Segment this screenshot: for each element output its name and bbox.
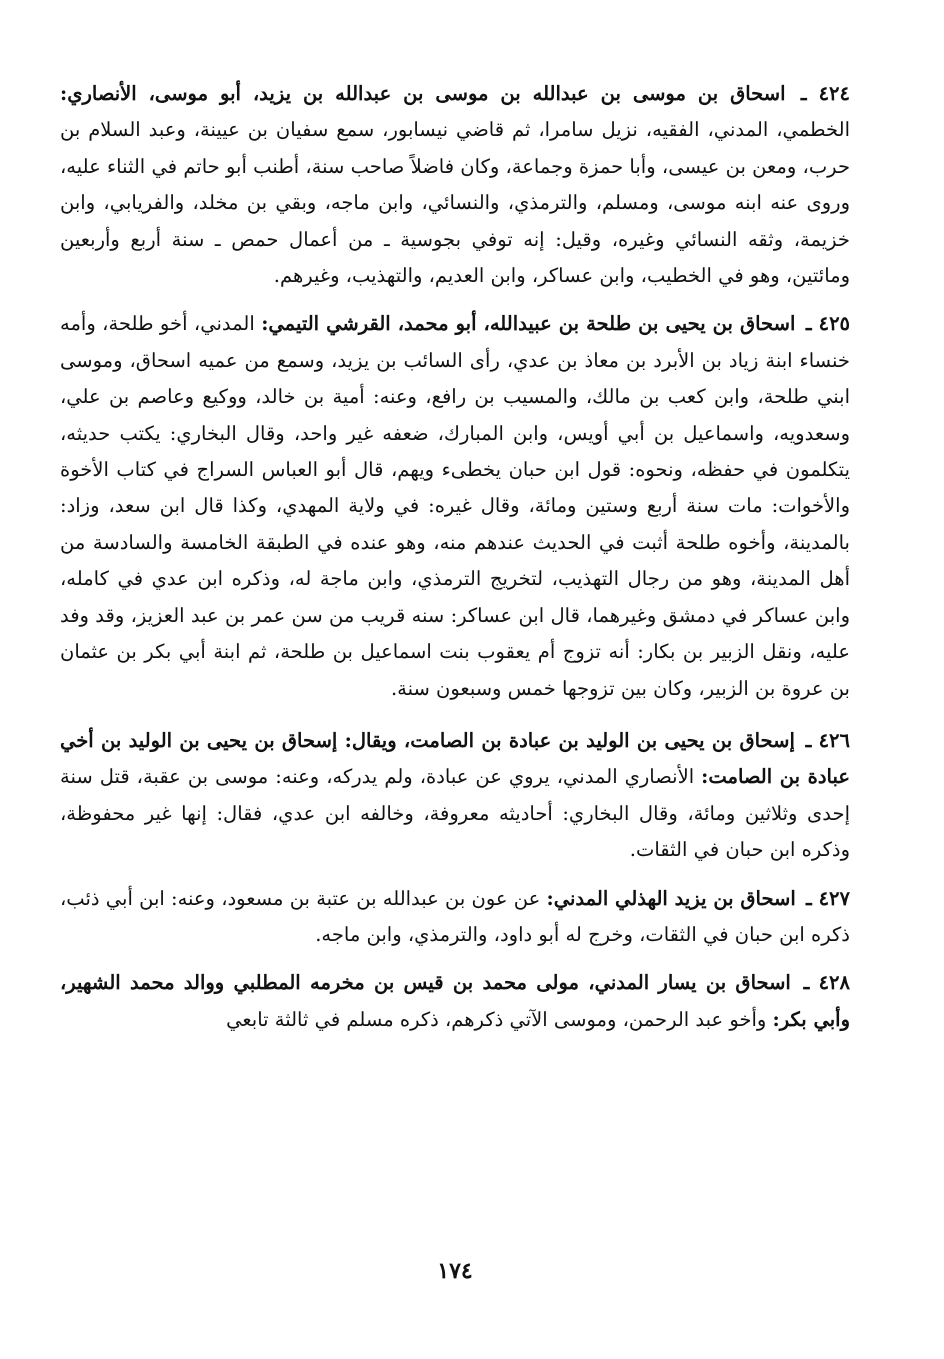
page-number: ١٧٤ (437, 1258, 473, 1284)
entry-number: ٤٢٦ ـ (805, 728, 850, 752)
entry-body: الخطمي، المدني، الفقيه، نزيل سامرا، ثم قاضي نيسابور، سمع سفيان بن عيينة، وعبد السلام بن حرب، ومعن بن عيسى، وأبا حمزة وجماعة، وكان فاضلاً صاحب سنة، أطنب أبو حاتم في الثناء عليه، وروى عنه ابنه موسى، ومسلم، والترمذي، والنسائي، وابن ماجه، وبقي بن مخلد، والفريابي، وابن خزيمة، وثقه النسائي وغيره، وقيل: إنه توفي بجوسية ـ من أعمال حمص ـ سنة أربع وأربعين ومائتين، وهو في الخطيب، وابن عساكر، وابن العديم، والتهذيب، وغيرهم. (60, 118, 850, 288)
entry-body: المدني، أخو طلحة، وأمه خنساء ابنة زياد بن الأبرد بن معاذ بن عدي، رأى السائب بن يزيد، وسمع من عميه اسحاق، وموسى ابني طلحة، وابن كعب بن مالك، والمسيب بن رافع، وعنه: أمية بن خالد، ووكيع وعاصم بن علي، وسعدويه، واسماعيل بن أبي أويس، وابن المبارك، ضعفه غير واحد، وقال البخاري: يكتب حديثه، يتكلمون في حفظه، ونحوه: قول ابن حبان يخطىء ويهم، قال أبو العباس السراج في كتاب الأخوة والأخوات: مات سنة أربع وستين ومائة، وقال غيره: في ولاية المهدي، وكذا قال ابن سعد، وزاد: بالمدينة، وأخوه طلحة أثبت في الحديث عندهم منه، وهو عنده في الطبقة الخامسة والسادسة من أهل المدينة، وهو من رجال التهذيب، لتخريج الترمذي، وابن ماجة له، وذكره ابن عدي في كامله، وابن عساكر في دمشق وغيرهما، قال ابن عساكر: سنه قريب من سن عمر بن عبد العزيز، وقد وفد عليه، ونقل الزبير بن بكار: أنه تزوج أم يعقوب بنت اسماعيل بن طلحة، ثم ابنة أبي بكر بن عثمان بن عروة بن الزبير، وكان بين تزوجها خمس وسبعون سنة. (60, 312, 850, 700)
entry-428 (60, 965, 850, 1038)
entry-heading: إسحاق بن يحيى بن الوليد بن عبادة بن الصامت، ويقال: إسحاق بن يحيى بن الوليد بن أخي عبادة بن الصامت: (60, 728, 851, 789)
entry-424 (60, 76, 850, 294)
entry-body: عن عون بن عبدالله بن عتبة بن مسعود، وعنه: ابن أبي ذئب، ذكره ابن حبان في الثقات، وخرج له أبو داود، والترمذي، وابن ماجه. (60, 886, 850, 946)
entry-body: وأخو عبد الرحمن، وموسى الآتي ذكرهم، ذكره مسلم في ثالثة تابعي (226, 1007, 767, 1031)
entry-426 (60, 723, 850, 869)
entry-427 (60, 881, 850, 954)
entry-heading: اسحاق بن يزيد الهذلي المدني: (546, 886, 796, 910)
entry-number: ٤٢٤ ـ (800, 82, 850, 105)
entry-heading: اسحاق بن يحيى بن طلحة بن عبيدالله، أبو محمد، القرشي التيمي: (261, 312, 796, 336)
document-page (60, 60, 850, 1340)
entry-body: الأنصاري المدني، يروي عن عبادة، ولم يدركه، وعنه: موسى بن عقبة، قتل سنة إحدى وثلاثين ومائة، وقال البخاري: أحاديثه معروفة، وخالفه ابن عدي، فقال: إنها غير محفوظة، وذكره ابن حبان في الثقات. (60, 765, 850, 862)
entry-heading: اسحاق بن موسى بن عبدالله بن موسى بن عبدالله بن يزيد، أبو موسى، الأنصاري: (60, 82, 786, 105)
entry-heading: اسحاق بن يسار المدني، مولى محمد بن قيس بن مخرمه المطلبي ووالد محمد الشهير، وأبي بكر: (60, 971, 850, 1031)
entry-425 (60, 306, 850, 706)
entry-number: ٤٢٥ ـ (805, 312, 851, 336)
entry-number: ٤٢٨ ـ (803, 971, 850, 995)
entry-number: ٤٢٧ ـ (806, 886, 850, 910)
